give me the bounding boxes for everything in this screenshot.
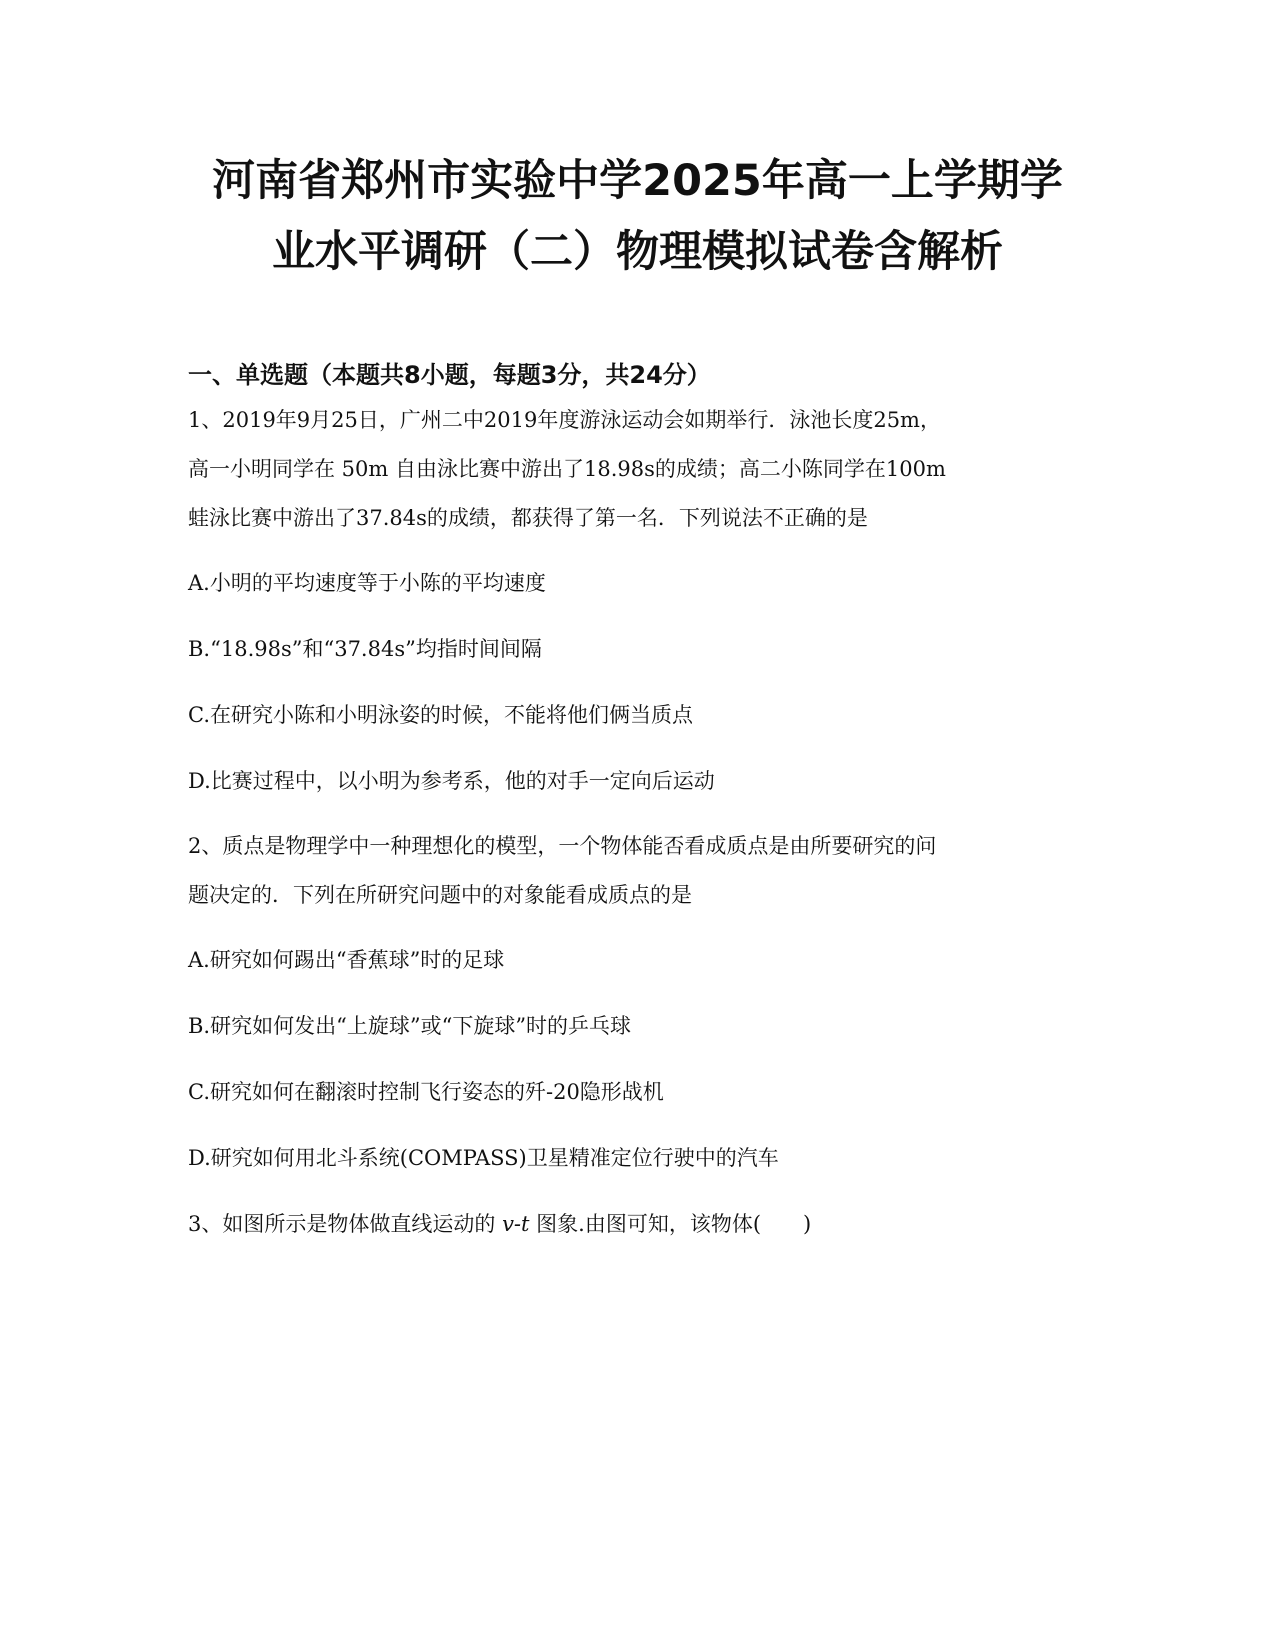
q2-option-c: C.研究如何在翻滚时控制飞行姿态的歼-20隐形战机 bbox=[188, 1080, 664, 1104]
q2-option-a: A.研究如何踢出“香蕉球”时的足球 bbox=[188, 948, 505, 972]
q3-stem-prefix: 3、如图所示是物体做直线运动的 bbox=[188, 1212, 496, 1236]
q1-option-a: A.小明的平均速度等于小陈的平均速度 bbox=[188, 571, 546, 595]
document-title-line-2: 业水平调研（二）物理模拟试卷含解析 bbox=[272, 227, 1003, 277]
q2-stem-line-2: 题决定的．下列在所研究问题中的对象能看成质点的是 bbox=[188, 883, 692, 907]
q2-stem-line-1: 2、质点是物理学中一种理想化的模型，一个物体能否看成质点是由所要研究的问 bbox=[188, 834, 937, 858]
q2-option-d: D.研究如何用北斗系统(COMPASS)卫星精准定位行驶中的汽车 bbox=[188, 1146, 779, 1170]
q1-stem-line-2: 高一小明同学在 50m 自由泳比赛中游出了18.98s的成绩；高二小陈同学在100m bbox=[188, 457, 946, 481]
document-title-line-1: 河南省郑州市实验中学2025年高一上学期学 bbox=[212, 156, 1063, 206]
q1-option-b: B.“18.98s”和“37.84s”均指时间间隔 bbox=[188, 637, 542, 661]
q1-option-d: D.比赛过程中，以小明为参考系，他的对手一定向后运动 bbox=[188, 769, 715, 793]
q1-stem-line-1: 1、2019年9月25日，广州二中2019年度游泳运动会如期举行．泳池长度25m， bbox=[188, 408, 941, 432]
q3-stem bbox=[188, 1207, 811, 1241]
q3-stem-variable: v-t bbox=[502, 1212, 530, 1236]
q2-option-b: B.研究如何发出“上旋球”或“下旋球”时的乒乓球 bbox=[188, 1014, 632, 1038]
q1-stem-line-3: 蛙泳比赛中游出了37.84s的成绩，都获得了第一名．下列说法不正确的是 bbox=[188, 506, 868, 530]
section-heading: 一、单选题（本题共8小题，每题3分，共24分） bbox=[188, 361, 711, 389]
q1-option-c: C.在研究小陈和小明泳姿的时候，不能将他们俩当质点 bbox=[188, 703, 693, 727]
q3-stem-suffix: 图象.由图可知，该物体( ) bbox=[536, 1212, 812, 1236]
